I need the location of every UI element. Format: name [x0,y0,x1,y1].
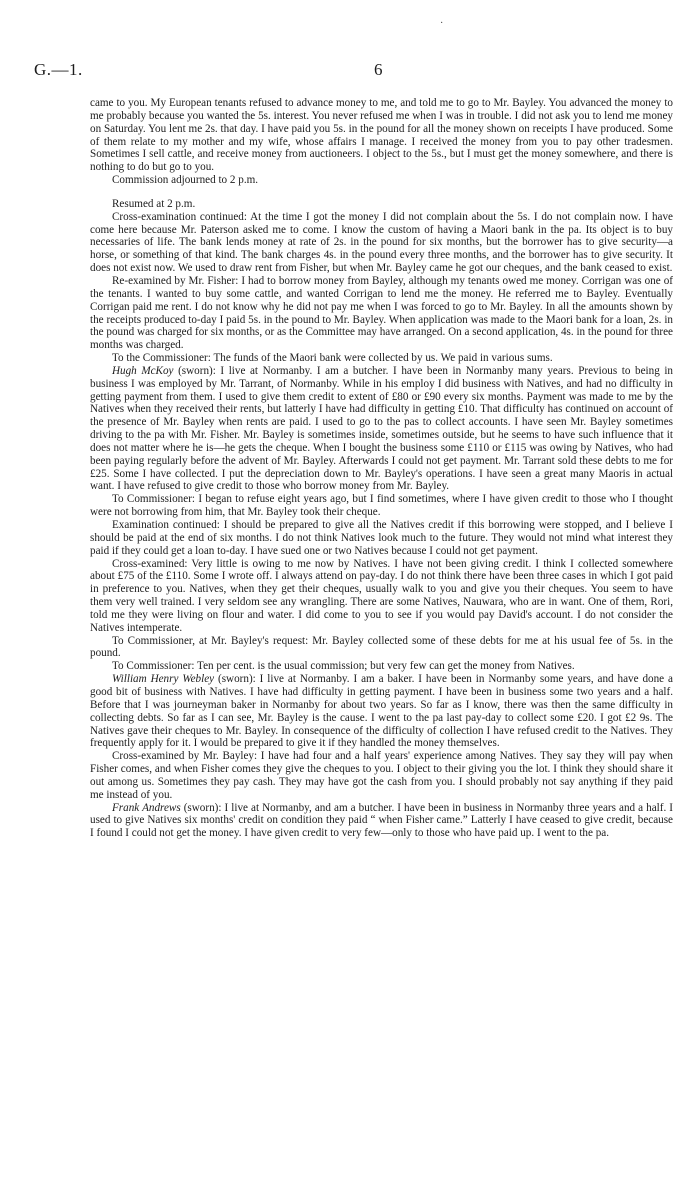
page-number: 6 [374,60,383,79]
witness-testimony: (sworn): I live at Normanby. I am a butcher. I have been in Normanby many years. Previous to being in business I was employed by Mr. Tarrant, of Normanby. While in his employ I did business with Natives, and had no difficulty in getting payment from them. I used to give them credit to extent of £80 or £90 every six months. Payment was made to me by the Natives when they received their rents, but latterly I have had difficulty in getting £10. That difficulty has continued on account of the presence of Mr. Bayley when rents are paid. I used to go to the pas to collect accounts. I have seen Mr. Bayley sometimes driving to the pa with Mr. Fisher. Mr. Bayley is sometimes inside, sometimes outside, but he seems to have such influence that it does not matter where he is—he gets the cheque. When I bought the business some £110 or £115 was owing by Natives, who had been paying regularly before the advent of Mr. Bayley. Afterwards I could not get payment. Mr. Tarrant sold these debts to me for £25. Some I have collected. I put the depreciation down to Mr. Bayley's operations. I have seen a great many Maoris in actual want. I have refused to give credit to those who borrow money from Mr. Bayley. [90,364,674,493]
paragraph: To Commissioner: Ten per cent. is the usual commission; but very few can get the money from Natives. [112,660,575,673]
page-mark: · [440,18,444,29]
witness-name: Frank Andrews [112,801,181,814]
witness-testimony: (sworn): I live at Normanby, and am a butcher. I have been in business in Normanby three years and a half. I used to give Natives six months' credit on condition they paid “ when Fisher came.” Latterly I have ceased to give credit, because I found I could not get the money. I have given credit to very few—only to those who have paid up. I went to the pa. [90,801,673,840]
paragraph: To Commissioner, at Mr. Bayley's request: Mr. Bayley collected some of these debts for me at his usual fee of 5s. in the pound. [90,634,673,660]
paragraph: Cross-examined by Mr. Bayley: I have had four and a half years' experience among Natives. They say they will pay when Fisher comes, and when Fisher comes they give the cheques to you. I object to their giving you the lot. I think they should share it out among us. Sometimes they pay cash. They may have got the cash from you. I should probably not say anything if they paid me instead of you. [90,750,673,801]
document-reference: G.—1. [34,60,83,79]
witness-name: William Henry Webley [112,673,215,686]
paragraph: came to you. My European tenants refused to advance money to me, and told me to go to Mr. Bayley. You advanced the money to me probably because you wanted the 5s. interest. You never refused me when I was in trouble. I did not ask you to lend me money on Saturday. You lent me 2s. that day. I have paid you 5s. in the pound for all the money shown on receipts I have produced. Some of them relate to my mother and my wife, whose affairs I manage. I received the money from you to pay other tradesmen. Sometimes I sell cattle, and receive money from auctioneers. I object to the 5s., but I must get the money somewhere, and there is nothing to do but go to you. [90,97,673,174]
witness-name: Hugh McKoy [112,364,174,377]
page-header [30,60,670,84]
paragraph: To the Commissioner: The funds of the Maori bank were collected by us. We paid in various sums. [112,352,553,365]
witness-testimony: (sworn): I live at Normanby. I am a baker. I have been in Normanby some years, and have done a good bit of business with Natives. I have had difficulty in getting payment. I have been in business some two years and a half. Before that I was journeyman baker in Normanby for about two years. So far as I know, there was then the same difficulty in collecting debts. So far as I can see, Mr. Bayley is the cause. I went to the pa last pay-day to collect some £20. I got £2 9s. The Natives gave their cheques to Mr. Bayley. In consequence of the difficulty of collection I have refused credit to the Natives. They frequently apply for it. I would be prepared to give it if they handled the money themselves. [90,673,673,750]
paragraph: Examination continued: I should be prepared to give all the Natives credit if this borrowing were stopped, and I believe I should be paid at the end of six months. I do not think Natives look much to the future. They would not mind what interest they paid if they could get a loan to-day. I have sued one or two Natives because I could not get payment. [90,519,673,557]
paragraph: Commission adjourned to 2 p.m. [112,174,259,187]
paragraph: Re-examined by Mr. Fisher: I had to borrow money from Bayley, although my tenants owed me money. Corrigan was one of the tenants. I wanted to buy some cattle, and wanted Corrigan to lend me the money. He referred me to Bayley. Eventually Corrigan paid me rent. I do not know why he did not pay me when I was forced to go to Mr. Bayley. In all the amounts shown by the receipts produced to-day I paid 5s. in the pound to Mr. Bayley. When application was made to the Maori bank for a loan, 2s. in the pound was charged for six months, or as the Committee may have arranged. On a second application, 4s. in the pound for three months was charged. [90,274,673,352]
paragraph: Cross-examined: Very little is owing to me now by Natives. I have not been giving credit. I think I collected somewhere about £75 of the £110. Some I wrote off. I always attend on pay-day. I do not think there have been three cases in which I got paid in preference to you. Natives, when they get their cheques, usually walk to you and give you their cheques. You seem to have them very well trained. I very seldom see any wrangling. There are some Natives, Nauwara, who are in want. One of them, Rori, told me they were living on flour and water. I did come to you to see if you would pay David's account. I do not consider the Natives intemperate. [90,557,673,634]
section-gap [90,187,673,198]
witness-paragraph [90,802,673,841]
witness-paragraph [90,673,673,750]
paragraph: To Commissioner: I began to refuse eight years ago, but I find sometimes, where I have given credit to those who I thought were not borrowing from him, that Mr. Bayley took their cheque. [90,493,673,519]
body-text [90,97,673,840]
paragraph: Resumed at 2 p.m. [112,197,196,210]
paragraph: Cross-examination continued: At the time I got the money I did not complain about the 5s. I do not complain now. I have come here because Mr. Paterson asked me to come. I know the custom of having a Maori bank in the pa. Its object is to buy necessaries of life. The bank lends money at rate of 2s. in the pound for six months, but the borrower has to give security—a horse, or something of that kind. The bank charges 4s. in the pound every three months, and the borrower has to give security. It does not exist now. We used to draw rent from Fisher, but when Mr. Bayley came he got our cheques, and the bank ceased to exist. [90,210,673,275]
witness-paragraph [90,365,673,493]
